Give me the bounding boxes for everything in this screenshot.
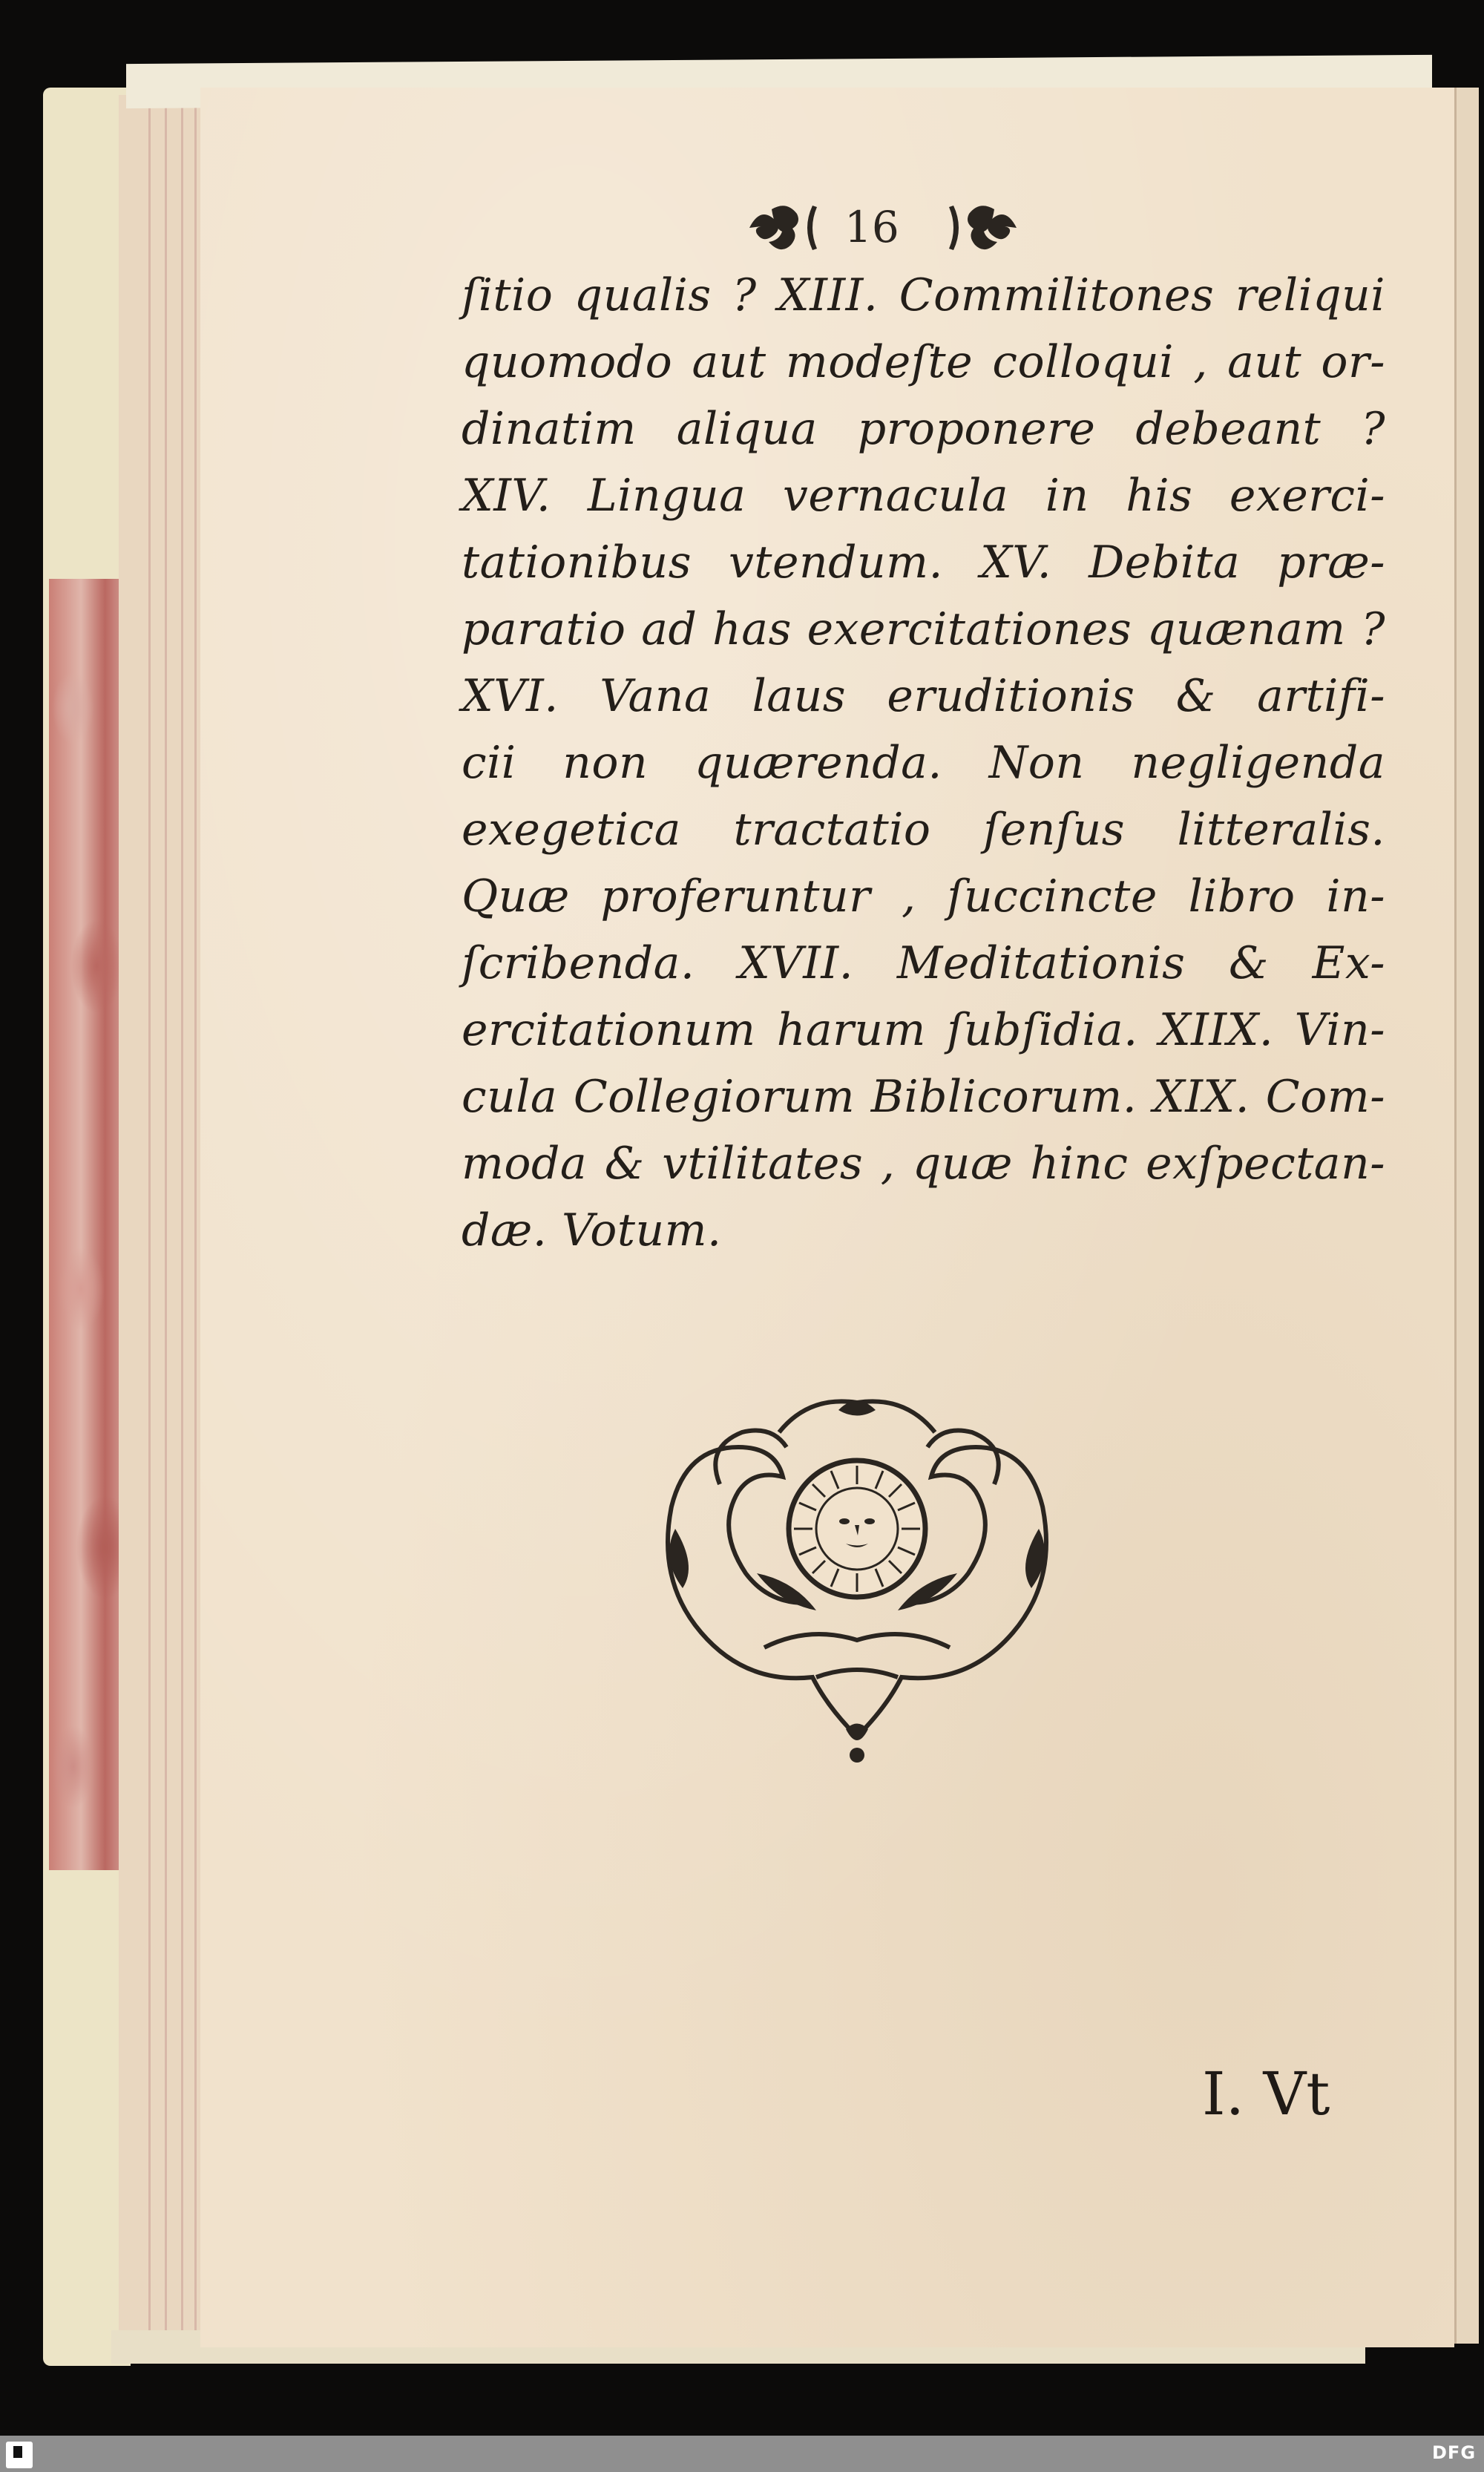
text-line: moda & vtilitates , quæ hinc exſpectan- [462, 1138, 1385, 1190]
text-line: paratio ad has exercitationes quænam ? [462, 603, 1385, 655]
right-page-edge [1454, 88, 1479, 2344]
page-number: 16 [844, 202, 899, 252]
stack-line [165, 100, 167, 2341]
text-line: cula Collegiorum Biblicorum. XIX. Com- [462, 1071, 1385, 1123]
text-line: ſitio qualis ? XIII. Commilitones reliqui [462, 269, 1385, 321]
text-line: quomodo aut modeſte colloqui , aut or- [462, 336, 1385, 388]
text-line: ercitationum harum ſubſidia. XIIX. Vin- [462, 1004, 1385, 1056]
viewer-footer-bar [0, 2436, 1484, 2472]
stack-line [148, 100, 151, 2341]
stack-line [194, 100, 197, 2341]
text-line: dæ. Votum. [462, 1204, 722, 1256]
sun-face-vignette-icon [631, 1380, 1083, 1766]
library-logo-mark [13, 2446, 22, 2458]
text-line: XIV. Lingua vernacula in his exerci- [462, 470, 1385, 522]
text-line: XVI. Vana laus eruditionis & artifi- [462, 670, 1385, 722]
text-line: ſcribenda. XVII. Meditationis & Ex- [462, 937, 1385, 989]
dfg-logo[interactable]: DFG [1432, 2442, 1477, 2463]
stack-line [181, 100, 183, 2341]
text-line: Quæ proferuntur , ſuccincte libro in- [462, 871, 1385, 922]
text-line: dinatim aliqua proponere debeant ? [462, 403, 1385, 455]
catchword: I. Vt [1202, 2059, 1330, 2128]
text-line: tationibus vtendum. XV. Debita præ- [462, 537, 1385, 589]
text-line: cii non quærenda. Non negligenda [462, 737, 1385, 789]
marbled-cover-edge [49, 579, 129, 1870]
text-line: exegetica tractatio ſenſus litteralis. [462, 804, 1385, 856]
